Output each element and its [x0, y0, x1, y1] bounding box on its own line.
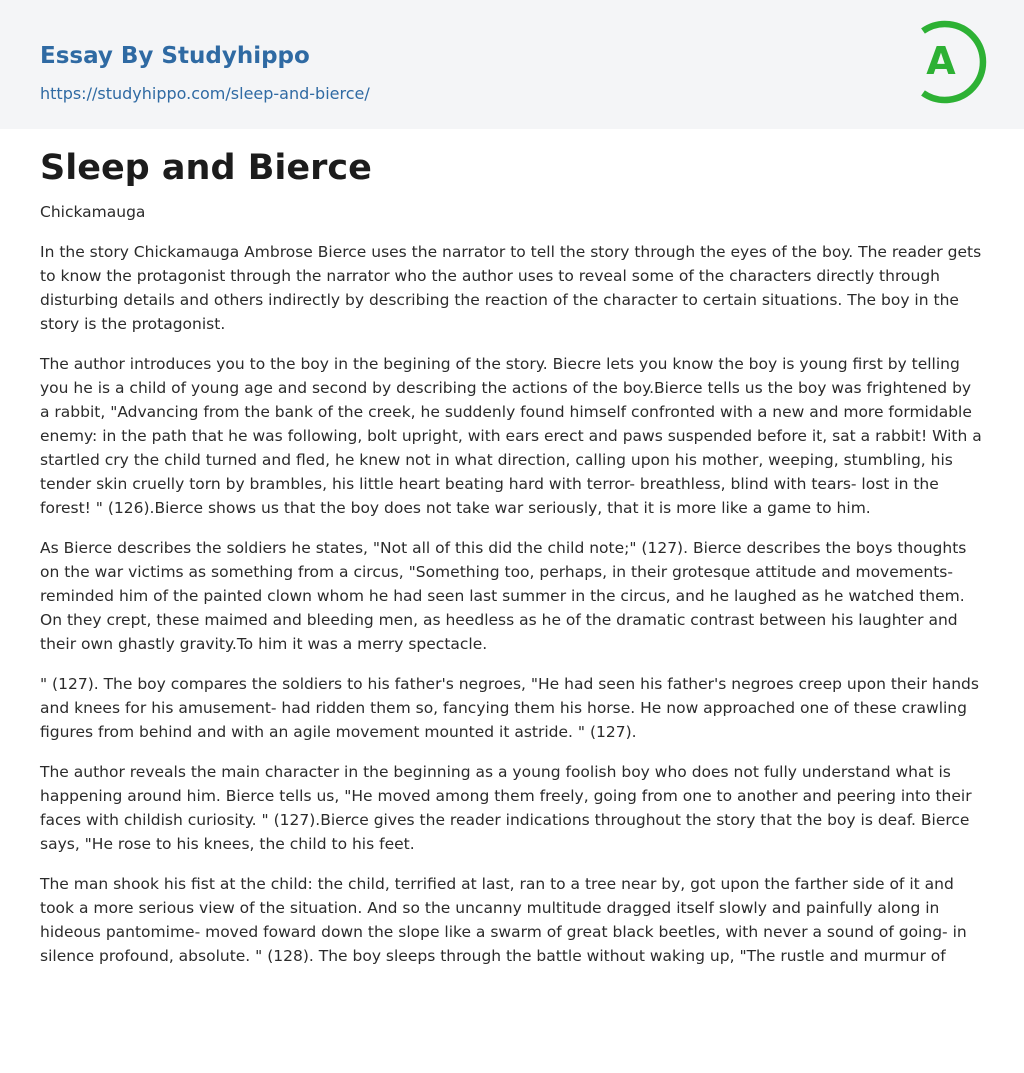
essay-url-link[interactable]: https://studyhippo.com/sleep-and-bierce/	[40, 84, 370, 103]
paragraph-3: As Bierce describes the soldiers he states, "Not all of this did the child note;" (127). Bierce describes the boys thoughts on the war victims as something from a circus, "Something too, perhaps, in their grotesque attitude and movements- reminded him of the painted clown whom he had seen last summer in the circus, and he laughed as he watched them. On they crept, these maimed and bleeding men, as heedless as he of the dramatic contrast between his laughter and their own ghastly gravity.To him it was a merry spectacle.	[40, 539, 967, 653]
article-body	[40, 200, 984, 984]
page-title: Sleep and Bierce	[40, 148, 372, 188]
paragraph-5: The author reveals the main character in the beginning as a young foolish boy who does not fully understand what is happening around him. Bierce tells us, "He moved among them freely, going from one to another and peering into their faces with childish curiosity. " (127).Bierce gives the reader indications throughout the story that the boy is deaf. Bierce says, "He rose to his knees, the child to his feet.	[40, 763, 972, 853]
paragraph-4: " (127). The boy compares the soldiers to his father's negroes, "He had seen his father's negroes creep upon their hands and knees for his amusement- had ridden them so, fancying them his horse. He now approached one of these crawling figures from behind and with an agile movement mounted it astride. " (127).	[40, 675, 979, 741]
studyhippo-logo-icon[interactable]	[910, 18, 988, 106]
logo-letter: A	[926, 39, 956, 83]
paragraph-2: The author introduces you to the boy in the begining of the story. Biecre lets you know the boy is young first by telling you he is a child of young age and second by describing the actions of the boy.Bierce tells us the boy was frightened by a rabbit, "Advancing from the bank of the creek, he suddenly found himself confronted with a new and more formidable enemy: in the path that he was following, bolt upright, with ears erect and paws suspended before it, sat a rabbit! With a startled cry the child turned and fled, he knew not in what direction, calling upon his mother, weeping, stumbling, his tender skin cruelly torn by brambles, his little heart beating hard with terror- breathless, blind with tears- lost in the forest! " (126).Bierce shows us that the boy does not take war seriously, that it is more like a game to him.	[40, 355, 982, 517]
brand-title[interactable]: Essay By Studyhippo	[40, 43, 310, 69]
article-subtitle: Chickamauga	[40, 203, 146, 221]
paragraph-1: In the story Chickamauga Ambrose Bierce uses the narrator to tell the story through the eyes of the boy. The reader gets to know the protagonist through the narrator who the author uses to reveal some of the characters directly through disturbing details and others indirectly by describing the reaction of the character to certain situations. The boy in the story is the protagonist.	[40, 243, 982, 333]
paragraph-6: The man shook his fist at the child: the child, terrified at last, ran to a tree near by, got upon the farther side of it and took a more serious view of the situation. And so the uncanny multitude dragged itself slowly and painfully along in hideous pantomime- moved foward down the slope like a swarm of great black beetles, with never a sound of going- in silence profound, absolute. " (128). The boy sleeps through the battle without waking up, "The rustle and murmur of	[40, 875, 967, 965]
site-header	[0, 0, 1024, 129]
